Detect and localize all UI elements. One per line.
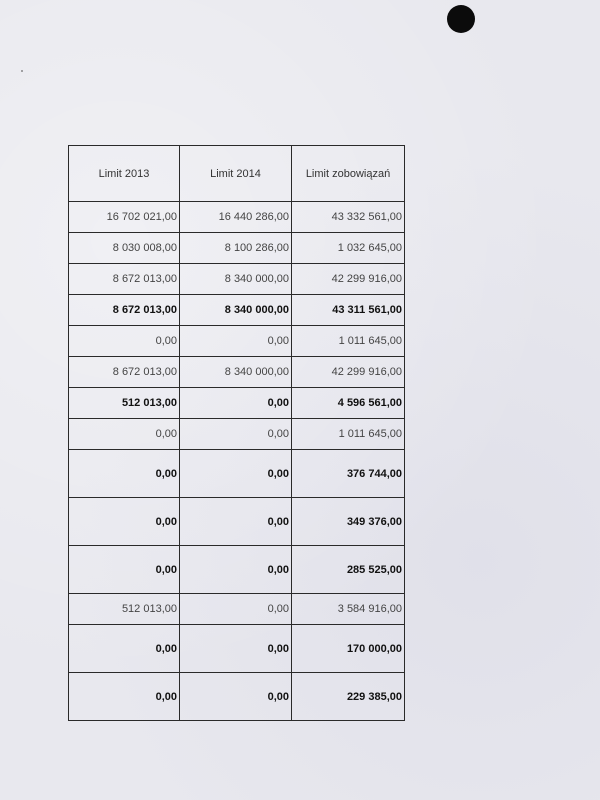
- table-row: [69, 625, 405, 673]
- table-row: [69, 357, 405, 388]
- table-row: [69, 673, 405, 721]
- table-row: [69, 233, 405, 264]
- table-row: [69, 202, 405, 233]
- cell-limit-2014: 16 440 286,00: [180, 202, 292, 233]
- cell-limit-zobowiazan: 43 332 561,00: [292, 202, 405, 233]
- cell-limit-2013: 0,00: [69, 450, 180, 498]
- cell-limit-2013: 0,00: [69, 673, 180, 721]
- cell-limit-zobowiazan: 1 011 645,00: [292, 419, 405, 450]
- cell-limit-2014: 0,00: [180, 673, 292, 721]
- table-row: [69, 546, 405, 594]
- cell-limit-zobowiazan: 229 385,00: [292, 673, 405, 721]
- cell-limit-zobowiazan: 349 376,00: [292, 498, 405, 546]
- cell-limit-2014: 8 340 000,00: [180, 264, 292, 295]
- cell-limit-zobowiazan: 285 525,00: [292, 546, 405, 594]
- header-limit-zobowiazan: Limit zobowiązań: [292, 146, 405, 202]
- cell-limit-2014: 0,00: [180, 419, 292, 450]
- header-row: [69, 146, 405, 202]
- cell-limit-2013: 8 672 013,00: [69, 357, 180, 388]
- header-limit-2014: Limit 2014: [180, 146, 292, 202]
- cell-limit-2013: 8 672 013,00: [69, 264, 180, 295]
- cell-limit-zobowiazan: 42 299 916,00: [292, 264, 405, 295]
- cell-limit-2014: 8 100 286,00: [180, 233, 292, 264]
- cell-limit-2013: 512 013,00: [69, 594, 180, 625]
- limits-table: [68, 145, 405, 721]
- cell-limit-2014: 0,00: [180, 498, 292, 546]
- table-row: [69, 326, 405, 357]
- cell-limit-2014: 8 340 000,00: [180, 357, 292, 388]
- cell-limit-zobowiazan: 170 000,00: [292, 625, 405, 673]
- cell-limit-2013: 0,00: [69, 625, 180, 673]
- cell-limit-2014: 0,00: [180, 326, 292, 357]
- cell-limit-2013: 512 013,00: [69, 388, 180, 419]
- cell-limit-zobowiazan: 42 299 916,00: [292, 357, 405, 388]
- table-row: [69, 419, 405, 450]
- cell-limit-2014: 0,00: [180, 450, 292, 498]
- table-row: [69, 264, 405, 295]
- cell-limit-2014: 0,00: [180, 594, 292, 625]
- cell-limit-zobowiazan: 3 584 916,00: [292, 594, 405, 625]
- cell-limit-2013: 0,00: [69, 326, 180, 357]
- header-limit-2013: Limit 2013: [69, 146, 180, 202]
- table-body: [69, 202, 405, 721]
- table-row: [69, 450, 405, 498]
- table-row: [69, 295, 405, 326]
- cell-limit-2014: 0,00: [180, 546, 292, 594]
- cell-limit-2013: 0,00: [69, 498, 180, 546]
- cell-limit-zobowiazan: 376 744,00: [292, 450, 405, 498]
- cell-limit-2014: 8 340 000,00: [180, 295, 292, 326]
- cell-limit-zobowiazan: 1 011 645,00: [292, 326, 405, 357]
- table-row: [69, 388, 405, 419]
- punch-hole-mark: [447, 5, 475, 33]
- table-row: [69, 498, 405, 546]
- cell-limit-zobowiazan: 4 596 561,00: [292, 388, 405, 419]
- cell-limit-2013: 0,00: [69, 546, 180, 594]
- cell-limit-zobowiazan: 1 032 645,00: [292, 233, 405, 264]
- cell-limit-2013: 0,00: [69, 419, 180, 450]
- cell-limit-2014: 0,00: [180, 388, 292, 419]
- cell-limit-2013: 8 030 008,00: [69, 233, 180, 264]
- cell-limit-2013: 8 672 013,00: [69, 295, 180, 326]
- cell-limit-2014: 0,00: [180, 625, 292, 673]
- cell-limit-zobowiazan: 43 311 561,00: [292, 295, 405, 326]
- table-row: [69, 594, 405, 625]
- cell-limit-2013: 16 702 021,00: [69, 202, 180, 233]
- scan-speck: [21, 70, 23, 72]
